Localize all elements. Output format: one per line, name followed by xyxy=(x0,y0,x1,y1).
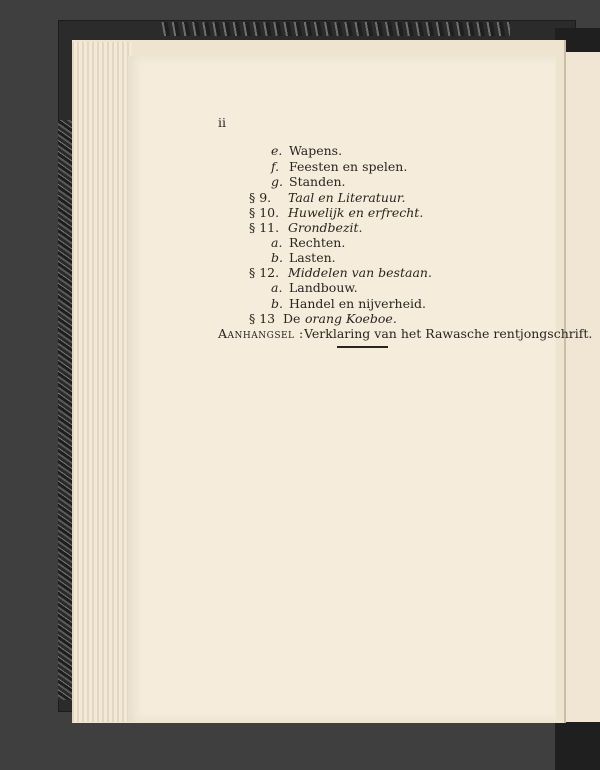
entry-text: Lasten. xyxy=(289,250,336,265)
page-number: ii xyxy=(218,115,226,130)
section-number: § 10. xyxy=(249,205,280,220)
section-number: § 11. xyxy=(249,220,280,235)
section-number: § 9. xyxy=(249,190,272,205)
section-number: § 13 xyxy=(249,311,276,326)
entry-prefix: a. xyxy=(271,280,283,295)
appendix-label: Aanhangsel : xyxy=(218,326,304,341)
section-title: Grondbezit. xyxy=(288,220,363,235)
entry-text: Feesten en spelen. xyxy=(289,159,408,174)
entry-prefix: f. xyxy=(271,159,280,174)
section-title: De xyxy=(283,311,301,326)
divider-rule xyxy=(337,346,388,348)
entry-text: Rechten. xyxy=(289,235,346,250)
facing-page xyxy=(563,52,600,722)
top-marbled-edge xyxy=(160,22,510,36)
appendix-text: Verklaring van het Rawasche rentjongschrift. xyxy=(304,326,593,341)
section-title-italic: orang Koeboe. xyxy=(305,311,397,326)
entry-text: Landbouw. xyxy=(289,280,358,295)
page-edges xyxy=(72,42,132,722)
entry-text: Wapens. xyxy=(289,143,343,158)
entry-prefix: b. xyxy=(271,250,283,265)
entry-text: Handel en nijverheid. xyxy=(289,296,426,311)
entry-prefix: g. xyxy=(271,174,283,189)
entry-prefix: a. xyxy=(271,235,283,250)
section-title: Middelen van bestaan. xyxy=(288,265,432,280)
section-title: Taal en Literatuur. xyxy=(288,190,406,205)
entry-prefix: e. xyxy=(271,143,283,158)
section-title: Huwelijk en erfrecht. xyxy=(288,205,424,220)
section-number: § 12. xyxy=(249,265,280,280)
entry-prefix: b. xyxy=(271,296,283,311)
entry-text: Standen. xyxy=(289,174,346,189)
